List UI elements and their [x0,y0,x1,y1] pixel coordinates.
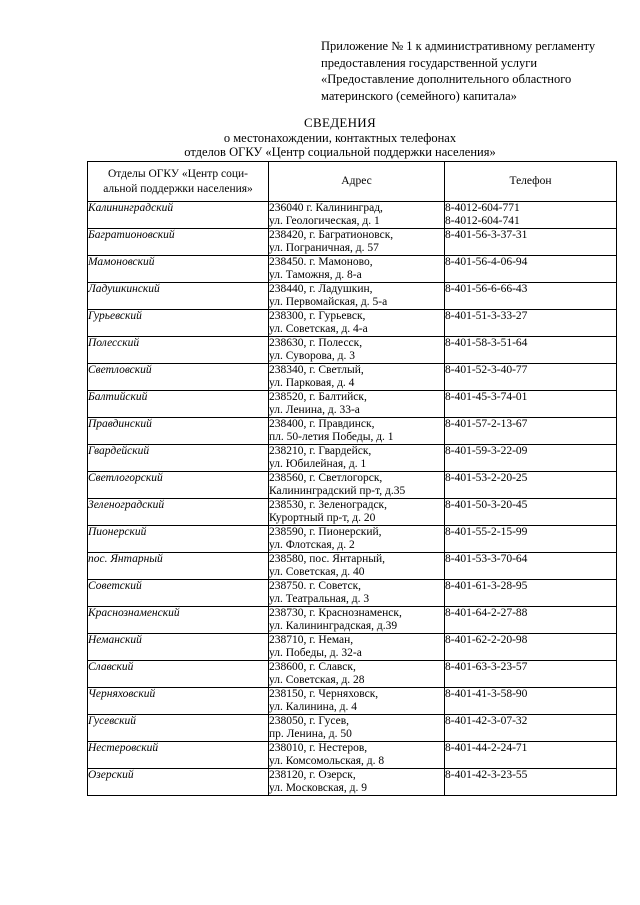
phone-number: 8-401-56-4-06-94 [445,256,528,268]
department-name: Озерский [88,769,269,796]
department-name: Краснознаменский [88,607,269,634]
address-line: ул. Комсомольская, д. 8 [269,754,385,767]
department-name: Балтийский [88,391,269,418]
department-address [269,742,445,769]
table-row [88,715,617,742]
address-line: Курортный пр-т, д. 20 [269,511,376,524]
address-line: ул. Театральная, д. 3 [269,592,370,605]
table-row [88,364,617,391]
phone-number: 8-401-53-2-20-25 [445,472,528,484]
department-phone [445,310,617,337]
table-row [88,445,617,472]
departments-table [87,161,617,796]
phone-number: 8-401-52-3-40-77 [445,364,528,376]
department-phone [445,553,617,580]
address-line: 238450. г. Мамоново, [269,256,373,268]
address-line: 238590, г. Пионерский, [269,526,382,538]
department-address [269,310,445,337]
department-phone [445,688,617,715]
phone-number: 8-401-58-3-51-64 [445,337,528,349]
phone-number: 8-401-55-2-15-99 [445,526,528,538]
department-phone [445,742,617,769]
department-address [269,445,445,472]
department-address [269,337,445,364]
table-row [88,688,617,715]
department-phone [445,202,617,229]
department-phone [445,337,617,364]
department-address [269,499,445,526]
department-name: пос. Янтарный [88,553,269,580]
table-row [88,472,617,499]
header-departments: Отделы ОГКУ «Центр соци- альной поддержки населения» [88,162,269,202]
table-row [88,229,617,256]
department-name: Ладушкинский [88,283,269,310]
address-line: 238630, г. Полесск, [269,337,363,349]
appendix-line: материнского (семейного) капитала» [321,88,517,103]
phone-number: 8-401-42-3-07-32 [445,715,528,727]
document-heading [80,116,600,160]
table-row [88,634,617,661]
phone-number: 8-401-64-2-27-88 [445,607,528,619]
department-address [269,634,445,661]
department-name: Правдинский [88,418,269,445]
phone-number: 8-401-44-2-24-71 [445,742,528,754]
address-line: ул. Парковая, д. 4 [269,376,355,389]
address-line: ул. Геологическая, д. 1 [269,214,380,227]
address-line: ул. Флотская, д. 2 [269,538,355,551]
department-name: Светловский [88,364,269,391]
address-line: 238010, г. Нестеров, [269,742,368,754]
address-line: 238600, г. Славск, [269,661,356,673]
department-name: Багратионовский [88,229,269,256]
department-phone [445,364,617,391]
department-name: Черняховский [88,688,269,715]
table-row [88,769,617,796]
table-row [88,283,617,310]
phone-number: 8-4012-604-771 [445,202,520,214]
department-phone [445,256,617,283]
heading-line: отделов ОГКУ «Центр социальной поддержки населения» [184,145,496,159]
department-address [269,580,445,607]
appendix-note [321,38,621,104]
department-name: Нестеровский [88,742,269,769]
address-line: 238580, пос. Янтарный, [269,553,386,565]
address-line: 238730, г. Краснознаменск, [269,607,402,619]
address-line: ул. Победы, д. 32-а [269,646,362,659]
address-line: ул. Суворова, д. 3 [269,349,355,362]
department-address [269,229,445,256]
department-name: Гусевский [88,715,269,742]
department-address [269,553,445,580]
department-phone [445,229,617,256]
phone-number: 8-401-56-6-66-43 [445,283,528,295]
address-line: 238520, г. Балтийск, [269,391,367,403]
phone-number: 8-401-57-2-13-67 [445,418,528,430]
phone-number: 8-401-51-3-33-27 [445,310,528,322]
address-line: 238710, г. Неман, [269,634,354,646]
department-name: Калининградский [88,202,269,229]
department-name: Гурьевский [88,310,269,337]
address-line: 238750. г. Советск, [269,580,362,592]
header-address: Адрес [269,162,445,202]
department-address [269,202,445,229]
address-line: пр. Ленина, д. 50 [269,727,352,740]
phone-number: 8-401-61-3-28-95 [445,580,528,592]
department-name: Полесский [88,337,269,364]
department-name: Неманский [88,634,269,661]
department-phone [445,526,617,553]
address-line: ул. Советская, д. 40 [269,565,365,578]
phone-number: 8-401-56-3-37-31 [445,229,528,241]
table-row [88,553,617,580]
department-address [269,526,445,553]
department-phone [445,607,617,634]
table-row [88,580,617,607]
address-line: 238420, г. Багратионовск, [269,229,394,241]
address-line: ул. Ленина, д. 33-а [269,403,360,416]
address-line: ул. Московская, д. 9 [269,781,367,794]
header-phone: Телефон [445,162,617,202]
address-line: пл. 50-летия Победы, д. 1 [269,430,394,443]
phone-number: 8-401-53-3-70-64 [445,553,528,565]
department-address [269,418,445,445]
address-line: 238440, г. Ладушкин, [269,283,373,295]
address-line: 238300, г. Гурьевск, [269,310,366,322]
table-row [88,202,617,229]
address-line: ул. Пограничная, д. 57 [269,241,379,254]
table-row [88,607,617,634]
department-address [269,364,445,391]
address-line: 238150, г. Черняховск, [269,688,379,700]
address-line: ул. Калинина, д. 4 [269,700,358,713]
department-name: Славский [88,661,269,688]
appendix-line: «Предоставление дополнительного областного [321,72,572,86]
department-name: Зеленоградский [88,499,269,526]
department-address [269,283,445,310]
appendix-line: предоставления государственной услуги [321,55,538,70]
department-name: Пионерский [88,526,269,553]
department-name: Гвардейский [88,445,269,472]
address-line: ул. Первомайская, д. 5-а [269,295,388,308]
appendix-line: Приложение № 1 к административному регламенту [321,39,596,53]
phone-number: 8-401-59-3-22-09 [445,445,528,457]
table-row [88,661,617,688]
department-name: Светлогорский [88,472,269,499]
department-phone [445,715,617,742]
address-line: 236040 г. Калининград, [269,202,383,214]
table-body [88,202,617,796]
department-phone [445,418,617,445]
department-address [269,607,445,634]
department-phone [445,391,617,418]
address-line: ул. Советская, д. 4-а [269,322,368,335]
phone-number: 8-401-42-3-23-55 [445,769,528,781]
address-line: ул. Юбилейная, д. 1 [269,457,367,470]
phone-number: 8-401-41-3-58-90 [445,688,528,700]
department-phone [445,634,617,661]
address-line: ул. Советская, д. 28 [269,673,365,686]
phone-number: 8-401-45-3-74-01 [445,391,528,403]
address-line: 238120, г. Озерск, [269,769,356,781]
department-name: Мамоновский [88,256,269,283]
table-row [88,742,617,769]
department-address [269,688,445,715]
address-line: 238050, г. Гусев, [269,715,350,727]
document-title: СВЕДЕНИЯ [304,115,376,130]
phone-number: 8-401-63-3-23-57 [445,661,528,673]
phone-number: 8-401-62-2-20-98 [445,634,528,646]
table-row [88,526,617,553]
department-name: Советский [88,580,269,607]
address-line: ул. Калининградская, д.39 [269,619,398,632]
department-phone [445,472,617,499]
address-line: 238340, г. Светлый, [269,364,364,376]
department-phone [445,499,617,526]
department-address [269,769,445,796]
table-row [88,310,617,337]
department-phone [445,445,617,472]
table-row [88,256,617,283]
department-address [269,472,445,499]
address-line: 238560, г. Светлогорск, [269,472,383,484]
table-header-row [88,162,617,202]
address-line: Калининградский пр-т, д.35 [269,484,406,497]
heading-line: о местонахождении, контактных телефонах [223,130,457,145]
table-row [88,337,617,364]
department-phone [445,283,617,310]
table-row [88,391,617,418]
address-line: ул. Таможня, д. 8-а [269,268,362,281]
address-line: 238530, г. Зеленоградск, [269,499,388,511]
department-address [269,661,445,688]
table-row [88,418,617,445]
address-line: 238400, г. Правдинск, [269,418,375,430]
department-address [269,391,445,418]
phone-number: 8-4012-604-741 [445,214,520,227]
address-line: 238210, г. Гвардейск, [269,445,372,457]
department-address [269,256,445,283]
phone-number: 8-401-50-3-20-45 [445,499,528,511]
department-phone [445,580,617,607]
department-address [269,715,445,742]
department-phone [445,661,617,688]
table-row [88,499,617,526]
department-phone [445,769,617,796]
